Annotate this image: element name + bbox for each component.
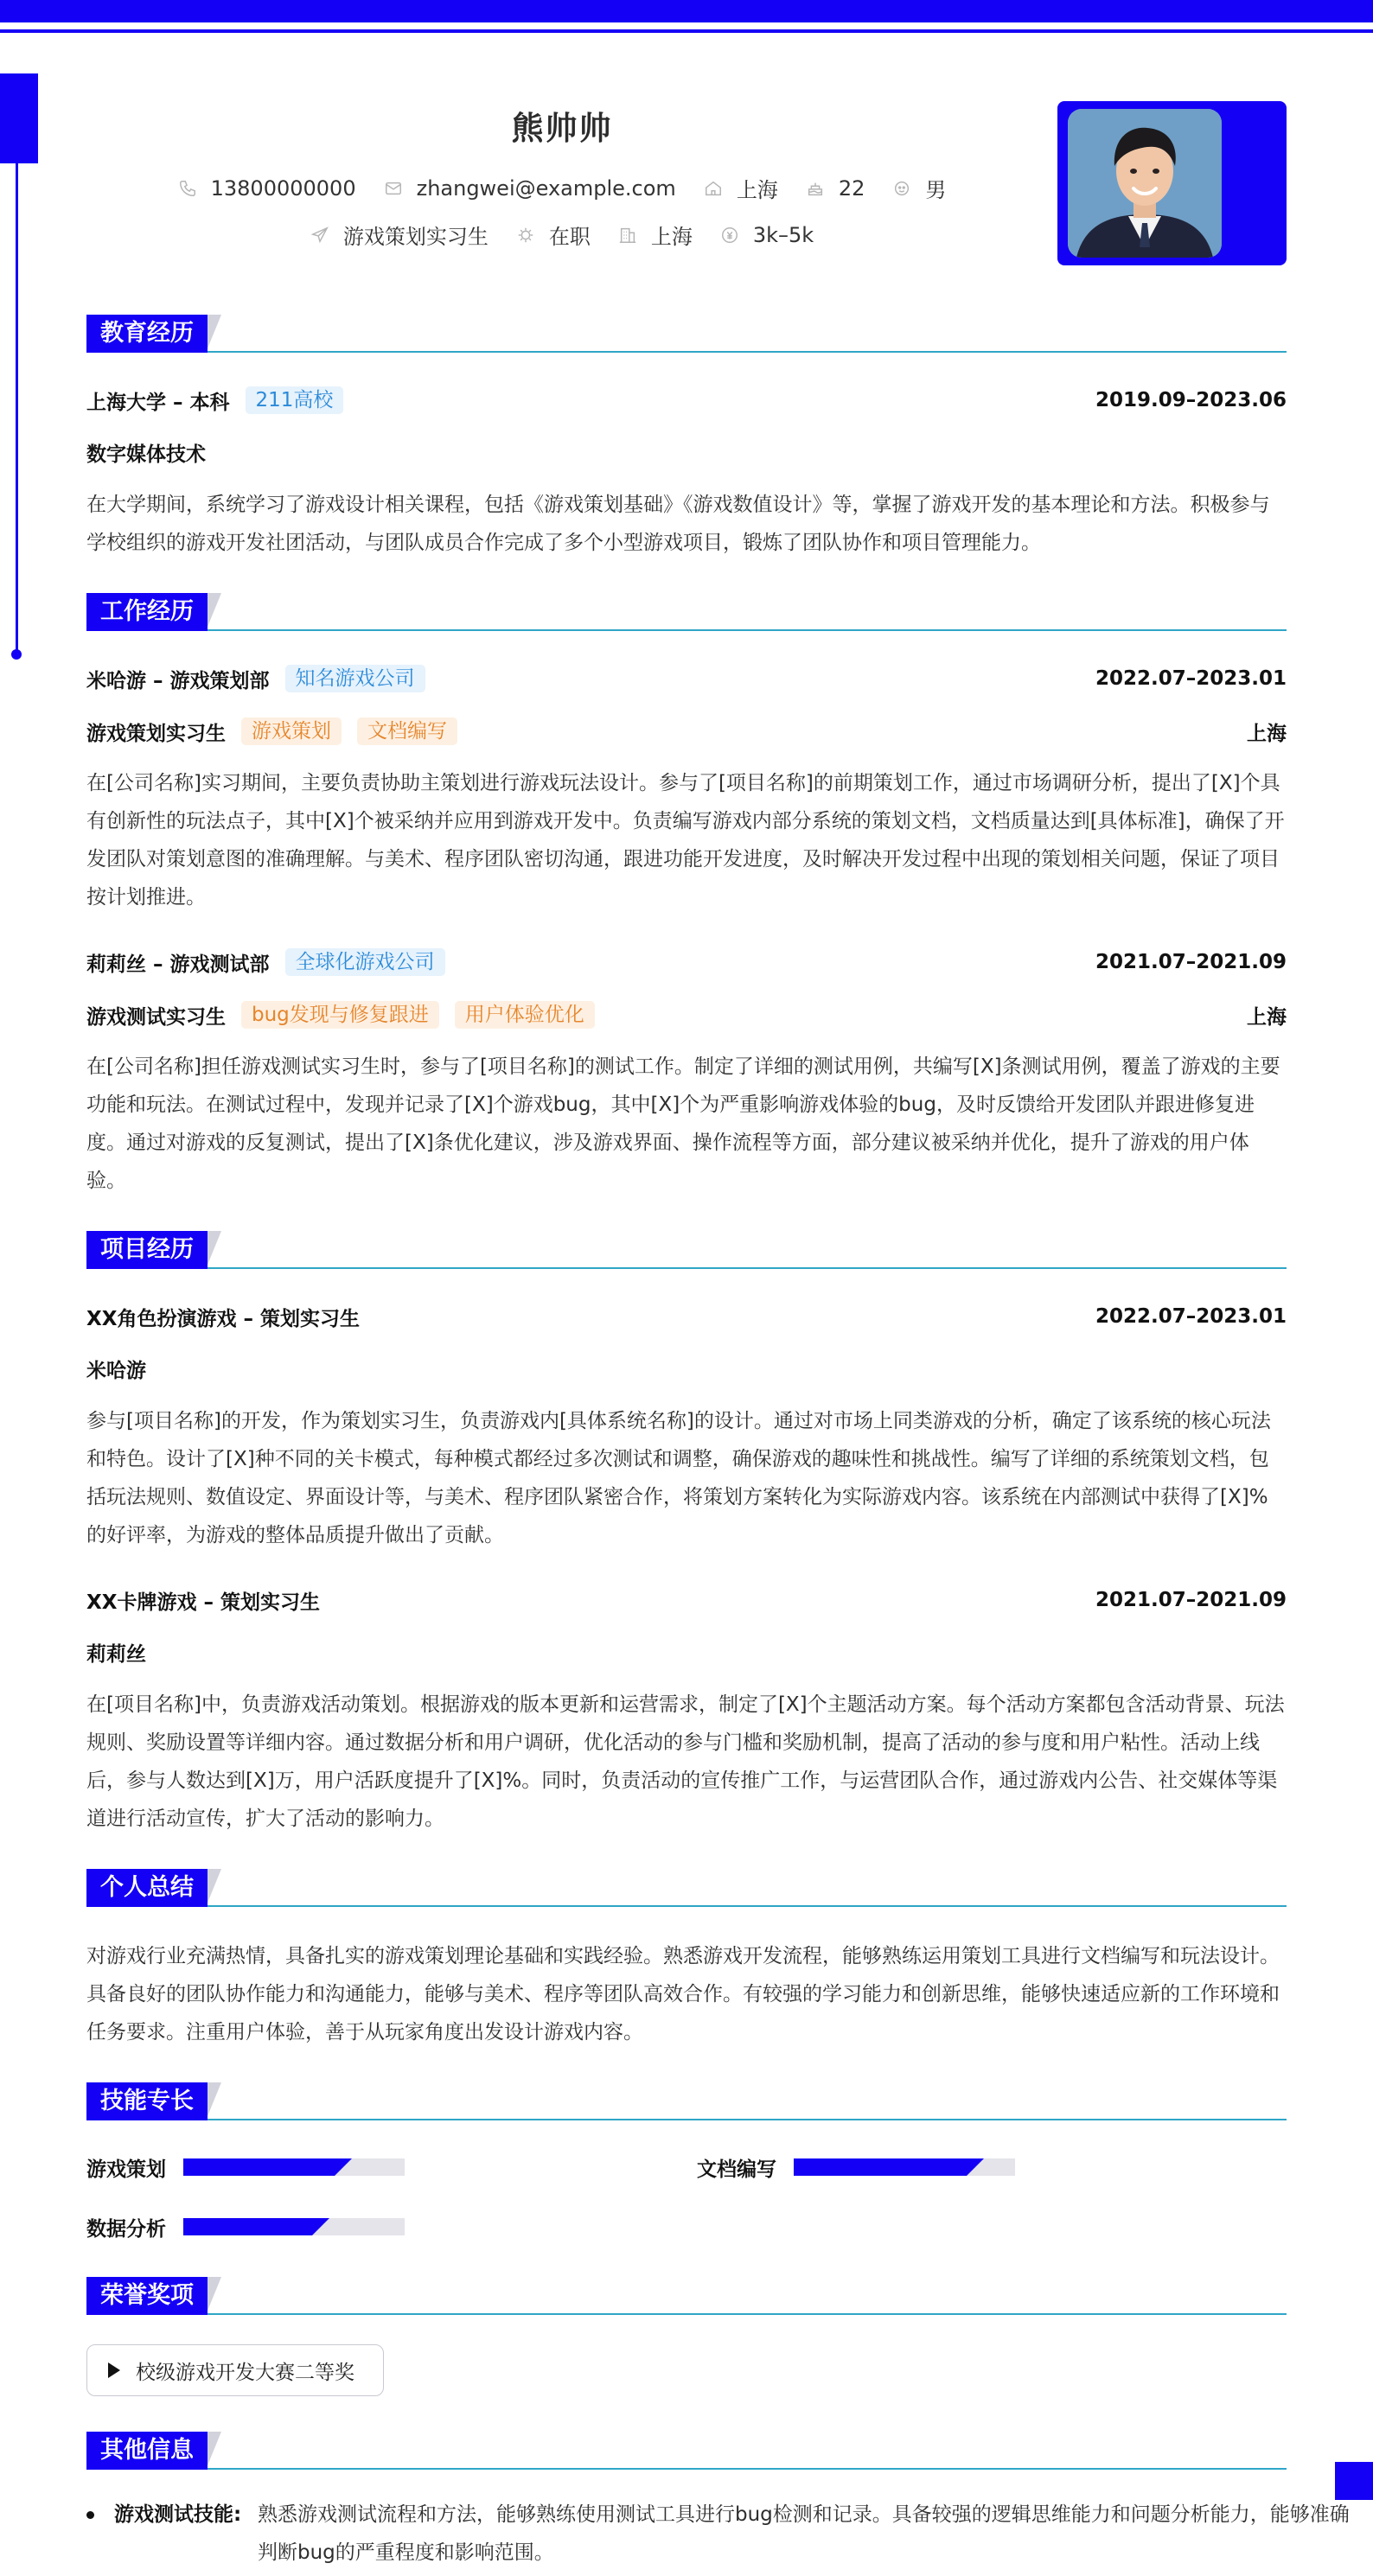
work-company: 莉莉丝 – 游戏测试部	[86, 953, 270, 976]
intention-position	[310, 220, 489, 250]
section-divider	[86, 1905, 1287, 1907]
mail-icon	[384, 179, 403, 198]
project-org: 米哈游	[86, 1359, 146, 1382]
section-summary	[86, 1869, 1287, 1907]
work-header-row	[86, 945, 1287, 979]
other-info-text: 熟悉游戏测试流程和方法，能够熟练使用测试工具进行bug检测和记录。具备较强的逻辑思维能力和问题分析能力，能够准确判断bug的严重程度和影响范围。	[258, 2503, 1350, 2564]
section-projects-title: 项目经历	[86, 1231, 208, 1269]
education-header-row	[86, 383, 1287, 418]
age-icon	[806, 179, 825, 198]
section-honors	[86, 2277, 1287, 2315]
skill-name: 数据分析	[86, 2217, 166, 2241]
project-org-row	[86, 1635, 1287, 1669]
skill-level-bar	[183, 2218, 405, 2235]
intention-salary-value: 3k–5k	[752, 222, 814, 247]
skill-level-fill	[794, 2158, 967, 2176]
project-name: XX角色扮演游戏 – 策划实习生	[86, 1307, 360, 1330]
other-info-label: 游戏测试技能:	[114, 2503, 242, 2526]
work-role-row	[86, 714, 1287, 749]
section-divider	[86, 2313, 1287, 2315]
contact-email	[384, 176, 676, 201]
home-icon	[704, 179, 723, 198]
section-summary-title: 个人总结	[86, 1869, 208, 1907]
project-date: 2022.07–2023.01	[1095, 1305, 1287, 1328]
intention-status	[516, 220, 591, 250]
contact-phone	[178, 176, 356, 201]
section-tab-tail	[206, 1231, 221, 1269]
project-name: XX卡牌游戏 – 策划实习生	[86, 1591, 320, 1614]
section-work-title: 工作经历	[86, 593, 208, 631]
section-other	[86, 2432, 1287, 2470]
work-skill-tag: bug发现与修复跟进	[241, 1001, 439, 1029]
skill-level-fill	[183, 2158, 335, 2176]
gender-icon	[892, 179, 911, 198]
avatar-illustration	[1068, 109, 1222, 258]
right-accent-block	[1335, 2462, 1373, 2500]
education-major: 数字媒体技术	[86, 443, 206, 466]
skill-name: 游戏策划	[86, 2158, 166, 2181]
section-divider	[86, 2119, 1287, 2120]
play-triangle-icon	[108, 2362, 120, 2378]
skill-level-fill	[183, 2218, 312, 2235]
education-description: 在大学期间，系统学习了游戏设计相关课程，包括《游戏策划基础》《游戏数值设计》等，掌握了游戏开发的基本理论和方法。积极参与学校组织的游戏开发社团活动，与团队成员合作完成了多个小型游戏项目，锻炼了团队协作和项目管理能力。	[86, 494, 1270, 554]
award-item[interactable]	[86, 2344, 384, 2396]
contact-age	[806, 176, 865, 201]
work-role: 游戏测试实习生	[86, 1005, 226, 1029]
skill-item	[86, 2154, 405, 2180]
contact-age-value: 22	[838, 175, 865, 201]
left-accent-dot	[11, 649, 22, 660]
award-label: 校级游戏开发大赛二等奖	[136, 2361, 354, 2384]
section-divider	[86, 351, 1287, 353]
section-work	[86, 593, 1287, 631]
work-location: 上海	[1247, 722, 1287, 745]
section-tab-tail	[206, 2432, 221, 2470]
education-major-row	[86, 435, 1287, 469]
project-header-row	[86, 1299, 1287, 1334]
intention-position-value: 游戏策划实习生	[342, 225, 489, 249]
section-tab-tail	[206, 315, 221, 353]
skill-level-notch	[312, 2218, 329, 2235]
skill-level-notch	[335, 2158, 352, 2176]
work-skill-tag: 文档编写	[357, 717, 457, 745]
skill-name: 文档编写	[697, 2158, 776, 2181]
work-description: 在[公司名称]实习期间，主要负责协助主策划进行游戏玩法设计。参与了[项目名称]的前期策划工作，通过市场调研分析，提出了[X]个具有创新性的玩法点子，其中[X]个被采纳并应用到游戏开发中。负责编写游戏内部分系统的策划文档，文档质量达到[具体标准]，确保了开发团队对策划意图的准确理解。与美术、程序团队密切沟通，跟进功能开发进度，及时解决开发过程中出现的策划相关问题，保证了项目按计划推进。	[86, 772, 1285, 909]
work-description: 在[公司名称]担任游戏测试实习生时，参与了[项目名称]的测试工作。制定了详细的测试用例，共编写[X]条测试用例，覆盖了游戏的主要功能和玩法。在测试过程中，发现并记录了[X]个游戏bug，其中[X]个为严重影响游戏体验的bug，及时反馈给开发团队并跟进修复进度。通过对游戏的反复测试，提出了[X]条优化建议，涉及游戏界面、操作流程等方面，部分建议被采纳并优化，提升了游戏的用户体验。	[86, 1055, 1280, 1192]
education-date: 2019.09–2023.06	[1095, 389, 1287, 411]
intention-row	[0, 220, 1124, 250]
bullet-dot-icon	[86, 2511, 94, 2519]
work-date: 2022.07–2023.01	[1095, 667, 1287, 690]
intention-city-value: 上海	[650, 225, 693, 249]
intention-city	[618, 220, 693, 250]
section-education-title: 教育经历	[86, 315, 208, 353]
project-org-row	[86, 1351, 1287, 1386]
skill-item	[86, 2214, 405, 2240]
work-company-tag: 全球化游戏公司	[285, 948, 445, 976]
intention-salary	[720, 223, 814, 247]
section-skills-title: 技能专长	[86, 2082, 208, 2120]
work-role-row	[86, 998, 1287, 1032]
section-tab-tail	[206, 2277, 221, 2315]
contact-row	[0, 173, 1124, 203]
skill-level-bar	[794, 2158, 1015, 2176]
contact-email-value: zhangwei@example.com	[416, 175, 676, 201]
project-org: 莉莉丝	[86, 1642, 146, 1666]
profile-photo	[1068, 109, 1222, 258]
contact-gender	[892, 173, 946, 203]
work-company-tag: 知名游戏公司	[285, 665, 425, 692]
section-projects	[86, 1231, 1287, 1269]
top-accent-bar	[0, 0, 1373, 22]
section-education	[86, 315, 1287, 353]
work-location: 上海	[1247, 1005, 1287, 1029]
work-skill-tag: 用户体验优化	[455, 1001, 595, 1029]
project-date: 2021.07–2021.09	[1095, 1589, 1287, 1611]
contact-phone-value: 13800000000	[210, 175, 356, 201]
contact-gender-value: 男	[925, 178, 947, 202]
work-role: 游戏策划实习生	[86, 722, 226, 745]
contact-city	[704, 173, 778, 203]
salary-icon	[720, 226, 739, 245]
work-header-row	[86, 661, 1287, 696]
project-header-row	[86, 1583, 1287, 1617]
intention-status-value: 在职	[548, 225, 591, 249]
contact-city-value: 上海	[736, 178, 778, 202]
phone-icon	[178, 179, 197, 198]
education-school: 上海大学 – 本科	[86, 391, 230, 414]
top-accent-line	[0, 29, 1373, 33]
section-honors-title: 荣誉奖项	[86, 2277, 208, 2315]
photo-frame	[1057, 101, 1287, 265]
resume-name: 熊帅帅	[511, 110, 613, 147]
education-tag: 211高校	[246, 386, 344, 414]
building-icon	[618, 226, 637, 245]
section-divider	[86, 2468, 1287, 2470]
section-other-title: 其他信息	[86, 2432, 208, 2470]
skill-level-notch	[967, 2158, 984, 2176]
section-divider	[86, 629, 1287, 631]
skill-item	[697, 2154, 1015, 2180]
project-description: 参与[项目名称]的开发，作为策划实习生，负责游戏内[具体系统名称]的设计。通过对市场上同类游戏的分析，确定了该系统的核心玩法和特色。设计了[X]种不同的关卡模式，每种模式都经过多次测试和调整，确保游戏的趣味性和挑战性。编写了详细的系统策划文档，包括玩法规则、数值设定、界面设计等，与美术、程序团队紧密合作，将策划方案转化为实际游戏内容。该系统在内部测试中获得了[X]%的好评率，为游戏的整体品质提升做出了贡献。	[86, 1410, 1271, 1546]
project-description: 在[项目名称]中，负责游戏活动策划。根据游戏的版本更新和运营需求，制定了[X]个主题活动方案。每个活动方案都包含活动背景、玩法规则、奖励设置等详细内容。通过数据分析和用户调研，优化活动的参与门槛和奖励机制，提高了活动的参与度和用户粘性。活动上线后，参与人数达到[X]万，用户活跃度提升了[X]%。同时，负责活动的宣传推广工作，与运营团队合作，通过游戏内公告、社交媒体等渠道进行活动宣传，扩大了活动的影响力。	[86, 1693, 1285, 1830]
section-skills	[86, 2082, 1287, 2120]
section-tab-tail	[206, 1869, 221, 1907]
section-tab-tail	[206, 2082, 221, 2120]
work-company: 米哈游 – 游戏策划部	[86, 669, 270, 692]
status-icon	[516, 226, 535, 245]
send-icon	[310, 226, 329, 245]
work-skill-tag: 游戏策划	[241, 717, 342, 745]
section-tab-tail	[206, 593, 221, 631]
section-divider	[86, 1267, 1287, 1269]
skill-level-bar	[183, 2158, 405, 2176]
work-date: 2021.07–2021.09	[1095, 951, 1287, 973]
summary-text: 对游戏行业充满热情，具备扎实的游戏策划理论基础和实践经验。熟悉游戏开发流程，能够熟练运用策划工具进行文档编写和玩法设计。具备良好的团队协作能力和沟通能力，能够与美术、程序等团队高效合作。有较强的学习能力和创新思维，能够快速适应新的工作环境和任务要求。注重用户体验，善于从玩家角度出发设计游戏内容。	[86, 1945, 1280, 2044]
